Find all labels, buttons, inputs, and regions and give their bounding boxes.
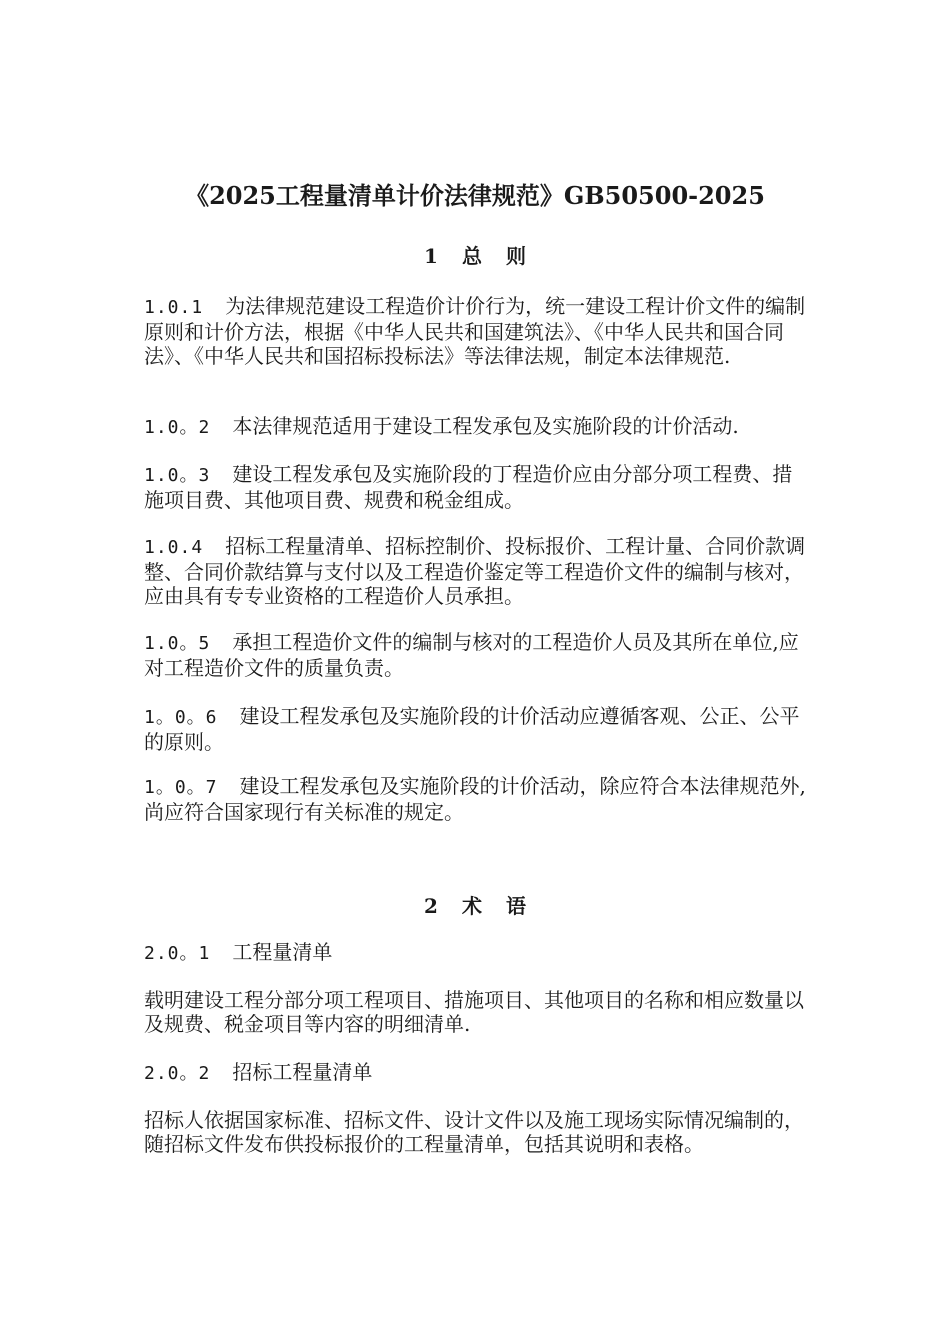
- clause-number: 2.0。2: [144, 1063, 211, 1084]
- clause-number: 2.0。1: [144, 943, 211, 964]
- clause-text: 为法律规范建设工程造价计价行为，统一建设工程计价文件的编制原则和计价方法，根据《中华人民共和国建筑法》、《中华人民共和国合同法》、《中华人民共和国招标投标法》等法律法规，制定本法律规范.: [144, 294, 806, 368]
- chapter-title-char: 语: [505, 894, 526, 918]
- clause: [144, 630, 812, 680]
- term-definition: 载明建设工程分部分项工程项目、措施项目、其他项目的名称和相应数量以及规费、税金项目等内容的明细清单.: [144, 988, 804, 1036]
- clause: [144, 414, 812, 440]
- clause-text: 建设工程发承包及实施阶段的计价活动应遵循客观、公正、公平的原则。: [144, 704, 800, 754]
- clause-number: 1.0。3: [144, 465, 211, 486]
- chapter-title-char: 术: [461, 894, 482, 918]
- term-heading: [144, 940, 812, 966]
- clause-number: 1.0。5: [144, 633, 211, 654]
- term-name: 工程量清单: [232, 940, 333, 964]
- clause: [144, 774, 812, 824]
- chapter-title-char: 总: [461, 244, 482, 268]
- clause: [144, 704, 812, 754]
- term-heading: [144, 1060, 812, 1086]
- term-name: 招标工程量清单: [232, 1060, 373, 1084]
- clause-text: 本法律规范适用于建设工程发承包及实施阶段的计价活动.: [232, 414, 739, 438]
- clause: [144, 294, 812, 368]
- clause-text: 承担工程造价文件的编制与核对的工程造价人员及其所在单位,应对工程造价文件的质量负责。: [144, 630, 799, 680]
- chapter-heading: [0, 242, 950, 270]
- clause-text: 建设工程发承包及实施阶段的计价活动，除应符合本法律规范外,尚应符合国家现行有关标准的规定。: [144, 774, 806, 824]
- chapter-heading: [0, 892, 950, 920]
- clause: [144, 462, 812, 512]
- clause-number: 1.0.4: [144, 537, 204, 558]
- clause-number: 1.0。2: [144, 417, 211, 438]
- chapter-number: 2: [424, 894, 438, 918]
- clause-number: 1。0。7: [144, 777, 218, 798]
- document-title: 《2025工程量清单计价法律规范》GB50500-2025: [185, 181, 765, 210]
- clause-number: 1。0。6: [144, 707, 218, 728]
- clause-text: 招标工程量清单、招标控制价、投标报价、工程计量、合同价款调整、合同价款结算与支付以及工程造价鉴定等工程造价文件的编制与核对，应由具有专专业资格的工程造价人员承担。: [144, 534, 806, 608]
- chapter-number: 1: [424, 244, 438, 268]
- chapter-title-char: 则: [505, 244, 526, 268]
- clause-text: 建设工程发承包及实施阶段的丁程造价应由分部分项工程费、措施项目费、其他项目费、规费和税金组成。: [144, 462, 793, 512]
- clause-number: 1.0.1: [144, 297, 204, 318]
- term-definition: 招标人依据国家标准、招标文件、设计文件以及施工现场实际情况编制的，随招标文件发布供投标报价的工程量清单，包括其说明和表格。: [144, 1108, 804, 1156]
- clause: [144, 534, 812, 608]
